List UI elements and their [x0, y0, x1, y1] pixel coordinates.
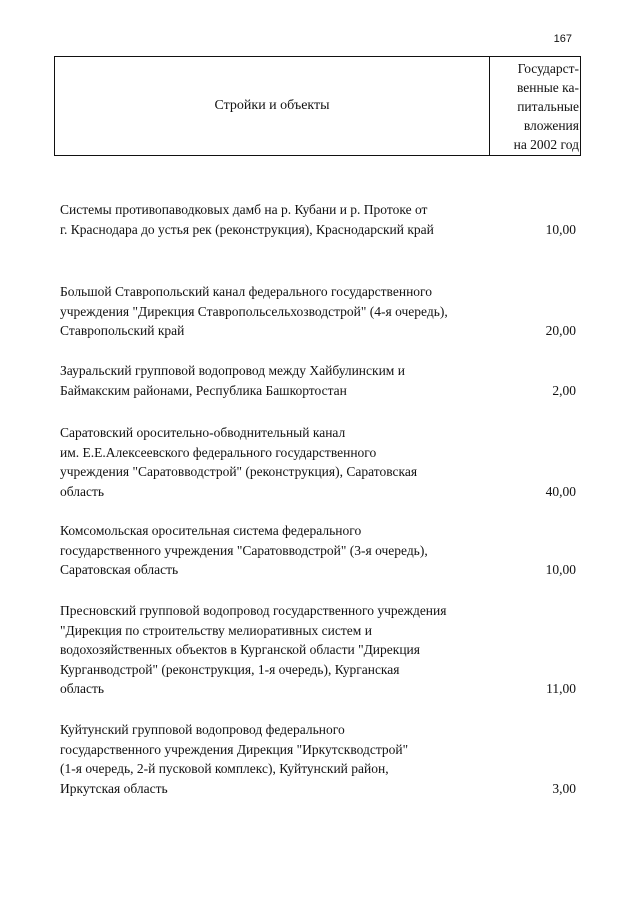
- object-name-line: (1-я очередь, 2-й пусковой комплекс), Куйтунский район,: [60, 761, 389, 776]
- object-name-line: Саратовский оросительно-обводнительный канал: [60, 425, 346, 440]
- table-row: [60, 282, 580, 341]
- object-name-line: учреждения "Саратовводстрой" (реконструкция), Саратовская: [60, 464, 418, 479]
- investment-value: 11,00: [546, 681, 576, 696]
- object-name-line: государственного учреждения Дирекция "Иркутскводстрой": [60, 741, 409, 757]
- investment-value: 10,00: [545, 562, 576, 577]
- investment-value: 40,00: [545, 483, 576, 499]
- table-row: [60, 361, 580, 400]
- object-name: [60, 720, 498, 798]
- object-name: [60, 200, 498, 239]
- table-header: [54, 56, 581, 156]
- header-line: на 2002 год: [513, 136, 579, 152]
- table-row: [60, 601, 580, 699]
- header-line: вложения: [523, 117, 579, 133]
- header-line: Государст-: [517, 60, 579, 76]
- column-header-investments: [490, 57, 581, 156]
- object-name-line: область: [60, 483, 105, 499]
- table-row: [60, 200, 580, 239]
- investment-value: 3,00: [552, 780, 576, 796]
- object-name-line: Пресновский групповой водопровод государственного учреждения: [60, 603, 447, 618]
- object-name-line: Большой Ставропольский канал федерального государственного: [60, 284, 432, 299]
- object-name-line: Курганводстрой" (реконструкция, 1-я очередь), Курганская: [60, 661, 400, 677]
- table-row: [60, 423, 580, 501]
- object-name: [60, 361, 498, 400]
- object-name-line: им. Е.Е.Алексеевского федерального государственного: [60, 444, 377, 460]
- table-row: [60, 720, 580, 798]
- object-name-line: Саратовская область: [60, 562, 179, 577]
- object-name-line: водохозяйственных объектов в Курганской области "Дирекция: [60, 642, 420, 657]
- column-header-objects: Стройки и объекты: [55, 57, 490, 156]
- object-name-line: Комсомольская оросительная система федерального: [60, 523, 362, 538]
- page-number: 167: [553, 33, 572, 45]
- object-name-line: область: [60, 681, 105, 696]
- object-name-line: Ставропольский край: [60, 323, 185, 338]
- header-line: венные ка-: [516, 79, 579, 95]
- object-name-line: Баймакским районами, Республика Башкортостан: [60, 382, 347, 398]
- object-name-line: Иркутская область: [60, 780, 168, 796]
- object-name: [60, 601, 498, 699]
- investment-value: 2,00: [552, 382, 576, 398]
- table-row: [60, 521, 580, 580]
- object-name-line: Системы противопаводковых дамб на р. Кубани и р. Протоке от: [60, 202, 428, 217]
- object-name-line: Куйтунский групповой водопровод федерального: [60, 722, 345, 737]
- investment-value: 20,00: [545, 323, 576, 338]
- object-name: [60, 423, 498, 501]
- object-name-line: "Дирекция по строительству мелиоративных систем и: [60, 622, 372, 638]
- object-name-line: Зауральский групповой водопровод между Хайбулинским и: [60, 363, 405, 378]
- object-name-line: государственного учреждения "Саратовводстрой" (3-я очередь),: [60, 542, 428, 558]
- object-name-line: учреждения "Дирекция Ставропольсельхозводстрой" (4-я очередь),: [60, 303, 448, 319]
- header-line: питальные: [517, 98, 579, 114]
- investment-value: 10,00: [545, 221, 576, 237]
- object-name-line: г. Краснодара до устья рек (реконструкция), Краснодарский край: [60, 221, 434, 237]
- object-name: [60, 282, 498, 341]
- object-name: [60, 521, 498, 580]
